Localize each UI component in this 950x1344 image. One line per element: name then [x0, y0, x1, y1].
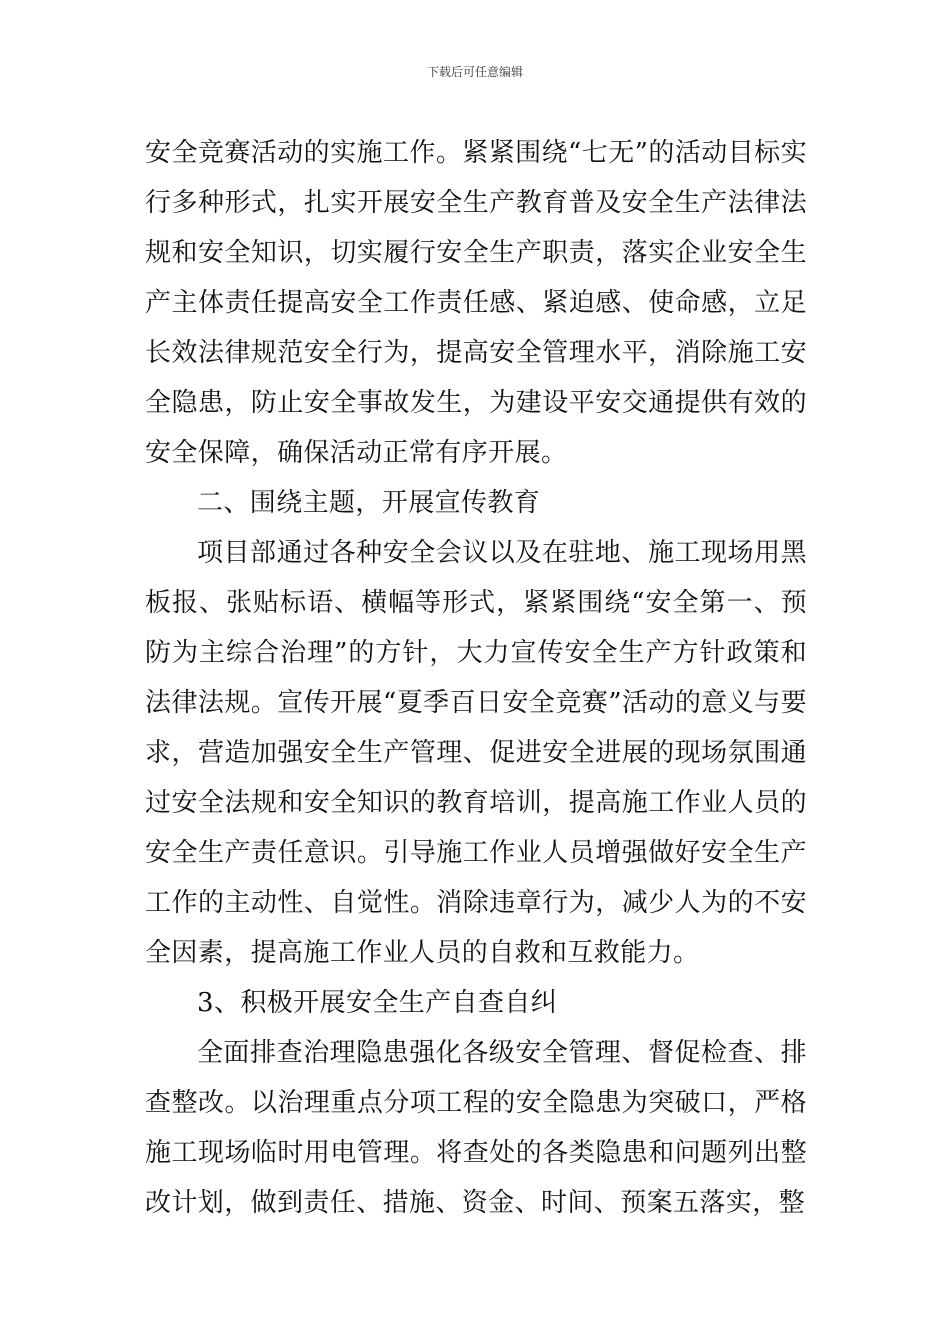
page-header-note: 下载后可任意编辑: [426, 65, 523, 79]
paragraph-self-inspection: 全面排查治理隐患强化各级安全管理、督促检查、排查整改。以治理重点分项工程的安全隐患为突破口，严格施工现场临时用电管理。将查处的各类隐患和问题列出整改计划，做到责任、措施、资金、时间、预案五落实，整: [145, 1038, 807, 1218]
section-heading-self-inspection: 3、积极开展安全生产自查自纠: [197, 988, 558, 1018]
paragraph-intro-continued: 安全竞赛活动的实施工作。紧紧围绕“七无”的活动目标实行多种形式，扎实开展安全生产教育普及安全生产法律法规和安全知识，切实履行安全生产职责，落实企业安全生产主体责任提高安全工作责任感、紧迫感、使命感，立足长效法律规范安全行为，提高安全管理水平，消除施工安全隐患，防止安全事故发生，为建设平安交通提供有效的安全保障，确保活动正常有序开展。: [145, 138, 807, 468]
paragraph-publicity: 项目部通过各种安全会议以及在驻地、施工现场用黑板报、张贴标语、横幅等形式，紧紧围绕“安全第一、预防为主综合治理”的方针，大力宣传安全生产方针政策和法律法规。宣传开展“夏季百日安全竞赛”活动的意义与要求，营造加强安全生产管理、促进安全进展的现场氛围通过安全法规和安全知识的教育培训，提高施工作业人员的安全生产责任意识。引导施工作业人员增强做好安全生产工作的主动性、自觉性。消除违章行为，减少人为的不安全因素，提高施工作业人员的自救和互救能力。: [145, 538, 807, 968]
section-heading-publicity: 二、围绕主题，开展宣传教育: [197, 488, 541, 518]
document-body: [145, 128, 807, 1228]
